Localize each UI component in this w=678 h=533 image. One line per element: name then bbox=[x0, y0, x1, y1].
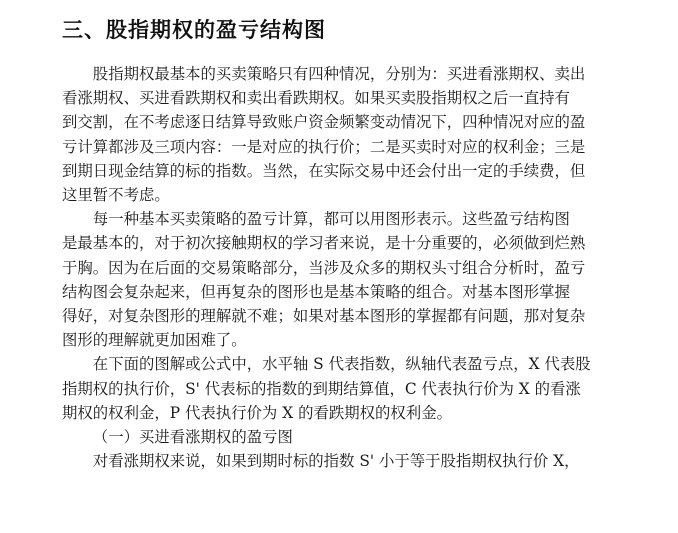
text-line: 股指期权最基本的买卖策略只有四种情况，分别为：买进看涨期权、卖出 bbox=[92, 65, 586, 83]
text-line: 结构图会复杂起来，但再复杂的图形也是基本策略的组合。对基本图形掌握 bbox=[62, 282, 570, 301]
text-line: 是最基本的，对于初次接触期权的学习者来说，是十分重要的，必须做到烂熟 bbox=[62, 234, 586, 253]
text-line: 到交割，在不考虑逐日结算导致账户资金频繁变动情况下，四种情况对应的盈 bbox=[62, 113, 586, 132]
text-line: 指期权的执行价，S' 代表标的指数的到期结算值，C 代表执行价为 X 的看涨 bbox=[62, 379, 581, 398]
paragraph-notation bbox=[62, 352, 662, 425]
text-line: 图形的理解就更加困难了。 bbox=[62, 331, 247, 350]
subsection-heading bbox=[62, 425, 662, 449]
body-text bbox=[62, 62, 662, 473]
text-line: 期权的权利金，P 代表执行价为 X 的看跌期权的权利金。 bbox=[62, 403, 452, 422]
paragraph-diagram-importance bbox=[62, 207, 662, 352]
section-heading: 三、股指期权的盈亏结构图 bbox=[62, 18, 326, 42]
paragraph-basic-strategies bbox=[62, 62, 662, 207]
text-line: 在下面的图解或公式中，水平轴 S 代表指数，纵轴代表盈亏点，X 代表股 bbox=[92, 355, 591, 374]
text-line: （一）买进看涨期权的盈亏图 bbox=[92, 428, 293, 447]
text-line: 每一种基本买卖策略的盈亏计算，都可以用图形表示。这些盈亏结构图 bbox=[92, 210, 570, 229]
text-line: 于胸。因为在后面的交易策略部分，当涉及众多的期权头寸组合分析时，盈亏 bbox=[62, 258, 586, 277]
text-line: 得好，对复杂图形的理解就不难；如果对基本图形的掌握都有问题，那对复杂 bbox=[62, 307, 586, 326]
text-line: 这里暂不考虑。 bbox=[62, 186, 170, 205]
text-line: 亏计算都涉及三项内容：一是对应的执行价；二是买卖时对应的权利金；三是 bbox=[62, 137, 586, 156]
paragraph-call-intro bbox=[62, 449, 662, 473]
text-line: 到期日现金结算的标的指数。当然，在实际交易中还会付出一定的手续费，但 bbox=[62, 161, 586, 180]
text-line: 对看涨期权来说，如果到期时标的指数 S' 小于等于股指期权执行价 X， bbox=[92, 452, 580, 471]
text-line: 看涨期权、买进看跌期权和卖出看跌期权。如果买卖股指期权之后一直持有 bbox=[62, 89, 570, 108]
